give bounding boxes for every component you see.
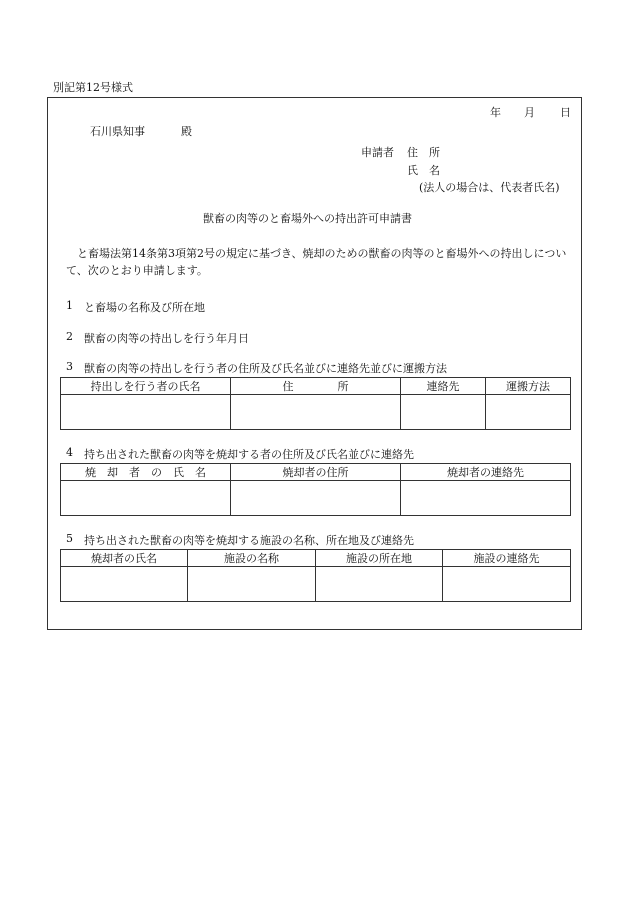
facility-operator-cell[interactable]	[61, 567, 188, 602]
applicant-label: 申請者	[361, 146, 394, 159]
column-header: 施設の連絡先	[443, 550, 571, 567]
column-header: 運搬方法	[486, 378, 571, 395]
section-4-text: 持ち出された獣畜の肉等を焼却する者の住所及び氏名並びに連絡先	[84, 448, 414, 461]
transporter-contact-cell[interactable]	[401, 395, 486, 430]
applicant-address-label: 住 所	[407, 146, 440, 159]
transporter-name-cell[interactable]	[61, 395, 231, 430]
incinerator-person-table	[60, 463, 571, 516]
section-5-number: 5	[66, 532, 73, 545]
column-header: 連絡先	[401, 378, 486, 395]
column-header: 施設の名称	[188, 550, 316, 567]
applicant-name-label: 氏 名	[407, 164, 440, 177]
column-header: 住 所	[231, 378, 401, 395]
applicant-corporate-note: (法人の場合は、代表者氏名)	[419, 181, 560, 194]
section-5-text: 持ち出された獣畜の肉等を焼却する施設の名称、所在地及び連絡先	[84, 534, 414, 547]
column-header: 焼却者の住所	[231, 464, 401, 481]
incinerator-contact-cell[interactable]	[401, 481, 571, 516]
transport-method-cell[interactable]	[486, 395, 571, 430]
section-4-number: 4	[66, 446, 73, 459]
recipient-honorific: 殿	[181, 125, 192, 138]
column-header: 持出しを行う者の氏名	[61, 378, 231, 395]
incinerator-name-cell[interactable]	[61, 481, 231, 516]
date-year-label: 年	[490, 106, 501, 119]
section-1-text: と畜場の名称及び所在地	[84, 301, 205, 314]
intro-paragraph: と畜場法第14条第3項第2号の規定に基づき、焼却のための獣畜の肉等のと畜場外への持出しについて、次のとおり申請します。	[66, 247, 567, 277]
column-header: 焼 却 者 の 氏 名	[61, 464, 231, 481]
transporter-address-cell[interactable]	[231, 395, 401, 430]
column-header: 焼却者の連絡先	[401, 464, 571, 481]
facility-contact-cell[interactable]	[443, 567, 571, 602]
section-1-number: 1	[66, 299, 73, 312]
section-2-number: 2	[66, 330, 73, 343]
column-header: 焼却者の氏名	[61, 550, 188, 567]
incinerator-address-cell[interactable]	[231, 481, 401, 516]
date-day-label: 日	[560, 106, 571, 119]
date-month-label: 月	[524, 106, 535, 119]
form-label: 別記第12号様式	[53, 81, 133, 94]
column-header: 施設の所在地	[316, 550, 443, 567]
section-2-text: 獣畜の肉等の持出しを行う年月日	[84, 332, 249, 345]
document-title: 獣畜の肉等のと畜場外への持出許可申請書	[203, 212, 412, 225]
section-3-number: 3	[66, 360, 73, 373]
recipient-name: 石川県知事	[90, 125, 145, 138]
facility-name-cell[interactable]	[188, 567, 316, 602]
facility-table	[60, 549, 571, 602]
section-3-text: 獣畜の肉等の持出しを行う者の住所及び氏名並びに連絡先並びに運搬方法	[84, 362, 447, 375]
facility-location-cell[interactable]	[316, 567, 443, 602]
transporter-table	[60, 377, 571, 430]
